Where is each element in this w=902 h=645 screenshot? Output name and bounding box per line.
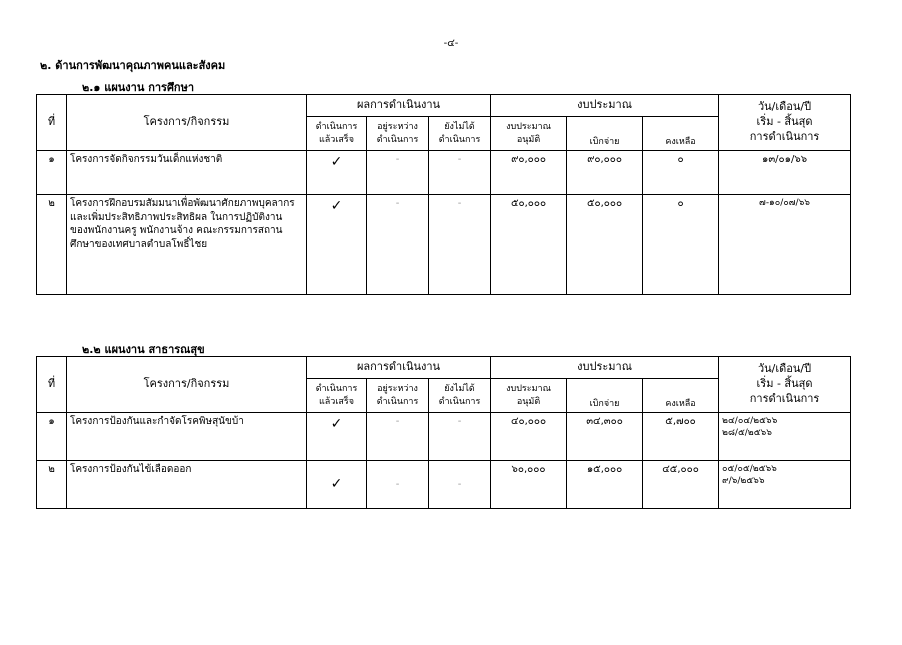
header-not-started-line1: ยังไม่ได้ — [444, 384, 475, 395]
row-in-progress: - — [367, 413, 429, 461]
header-completed-line2: แล้วเสร็จ — [318, 134, 355, 145]
header-completed — [307, 117, 367, 151]
header-budget: งบประมาณ — [491, 95, 719, 117]
page-number: -๔- — [443, 38, 459, 49]
table-row — [37, 151, 851, 195]
header-completed — [307, 379, 367, 413]
row-disbursed: ๑๕,๐๐๐ — [567, 461, 643, 509]
check-icon: ✓ — [307, 461, 367, 509]
row-approved: ๕๐,๐๐๐ — [491, 195, 567, 295]
row-approved: ๙๐,๐๐๐ — [491, 151, 567, 195]
row-date-end: ๒๘/๕/๒๕๖๖ — [722, 428, 772, 439]
row-date — [719, 461, 851, 509]
row-remaining: ๕,๗๐๐ — [643, 413, 719, 461]
check-icon: ✓ — [307, 413, 367, 461]
header-in-progress — [367, 117, 429, 151]
header-completed-line1: ดำเนินการ — [315, 384, 358, 395]
row-in-progress: - — [367, 195, 429, 295]
header-completed-line1: ดำเนินการ — [315, 122, 358, 133]
row-remaining: ๐ — [643, 195, 719, 295]
row-disbursed: ๕๐,๐๐๐ — [567, 195, 643, 295]
header-date — [719, 95, 851, 151]
header-disbursed: เบิกจ่าย — [567, 117, 643, 151]
header-date-line1: วัน/เดือน/ปี — [757, 362, 812, 376]
row-date: ๗-๑๐/๐๗/๖๖ — [719, 195, 851, 295]
row-in-progress: - — [367, 461, 429, 509]
row-project: โครงการจัดกิจกรรมวันเด็กแห่งชาติ — [67, 151, 307, 195]
section-title: ๒. ด้านการพัฒนาคุณภาพคนและสังคม — [40, 59, 226, 72]
header-approved-line1: งบประมาณ — [506, 122, 551, 133]
header-not-started — [429, 379, 491, 413]
header-project: โครงการ/กิจกรรม — [67, 95, 307, 151]
header-remaining: คงเหลือ — [643, 379, 719, 413]
plan-title-public-health: ๒.๒ แผนงาน สาธารณสุข — [82, 343, 205, 356]
row-disbursed: ๙๐,๐๐๐ — [567, 151, 643, 195]
row-remaining: ๐ — [643, 151, 719, 195]
row-project: โครงการฝึกอบรมสัมมนาเพื่อพัฒนาศักยภาพบุคลากรและเพิ่มประสิทธิภาพประสิทธิผล ในการปฏิบัติงาน ของพนักงานครู พนักงานจ้าง คณะกรรมการสถานศึกษาของเทศบาลตำบลโพธิ์ไชย — [67, 195, 307, 295]
header-in-progress-line2: ดำเนินการ — [376, 134, 419, 145]
row-date: ๑๓/๐๑/๖๖ — [719, 151, 851, 195]
header-date-line2: เริ่ม - สิ้นสุด — [756, 377, 813, 391]
row-date — [719, 413, 851, 461]
row-disbursed: ๓๔,๓๐๐ — [567, 413, 643, 461]
header-date-line1: วัน/เดือน/ปี — [757, 100, 812, 114]
header-project: โครงการ/กิจกรรม — [67, 357, 307, 413]
row-no: ๑ — [37, 151, 67, 195]
header-results: ผลการดำเนินงาน — [307, 95, 491, 117]
row-project: โครงการป้องกันและกำจัดโรคพิษสุนัขบ้า — [67, 413, 307, 461]
row-not-started: - — [429, 461, 491, 509]
row-in-progress: - — [367, 151, 429, 195]
header-approved-line2: อนุมัติ — [516, 134, 541, 145]
row-approved: ๔๐,๐๐๐ — [491, 413, 567, 461]
header-disbursed: เบิกจ่าย — [567, 379, 643, 413]
table-row — [37, 413, 851, 461]
header-results: ผลการดำเนินงาน — [307, 357, 491, 379]
header-in-progress — [367, 379, 429, 413]
public-health-table — [36, 356, 851, 509]
row-date-start: ๒๔/๐๔/๒๕๖๖ — [722, 416, 778, 426]
table-row — [37, 195, 851, 295]
header-in-progress-line1: อยู่ระหว่าง — [377, 384, 418, 395]
header-not-started-line2: ดำเนินการ — [438, 396, 481, 407]
row-not-started: - — [429, 195, 491, 295]
header-in-progress-line2: ดำเนินการ — [376, 396, 419, 407]
row-approved: ๖๐,๐๐๐ — [491, 461, 567, 509]
header-approved — [491, 117, 567, 151]
check-icon: ✓ — [307, 151, 367, 195]
header-no: ที่ — [37, 95, 67, 151]
education-table — [36, 94, 851, 295]
header-approved-line1: งบประมาณ — [506, 384, 551, 395]
check-icon: ✓ — [307, 195, 367, 295]
row-remaining: ๔๕,๐๐๐ — [643, 461, 719, 509]
header-not-started — [429, 117, 491, 151]
header-in-progress-line1: อยู่ระหว่าง — [377, 122, 418, 133]
header-approved — [491, 379, 567, 413]
row-no: ๒ — [37, 461, 67, 509]
row-date-end: ๙/๖/๒๕๖๖ — [722, 476, 765, 487]
header-date-line3: การดำเนินการ — [749, 391, 820, 405]
plan-title-education: ๒.๑ แผนงาน การศึกษา — [82, 81, 195, 94]
header-completed-line2: แล้วเสร็จ — [318, 396, 355, 407]
row-no: ๑ — [37, 413, 67, 461]
header-date-line3: การดำเนินการ — [749, 129, 820, 143]
header-not-started-line1: ยังไม่ได้ — [444, 122, 475, 133]
row-date-start: ๐๕/๐๕/๒๕๖๖ — [722, 464, 777, 474]
header-budget: งบประมาณ — [491, 357, 719, 379]
header-approved-line2: อนุมัติ — [516, 396, 541, 407]
header-date-line2: เริ่ม - สิ้นสุด — [756, 115, 813, 129]
table-row — [37, 461, 851, 509]
header-no: ที่ — [37, 357, 67, 413]
row-not-started: - — [429, 413, 491, 461]
row-not-started: - — [429, 151, 491, 195]
header-date — [719, 357, 851, 413]
header-remaining: คงเหลือ — [643, 117, 719, 151]
header-not-started-line2: ดำเนินการ — [438, 134, 481, 145]
row-no: ๒ — [37, 195, 67, 295]
row-project: โครงการป้องกันไข้เลือดออก — [67, 461, 307, 509]
